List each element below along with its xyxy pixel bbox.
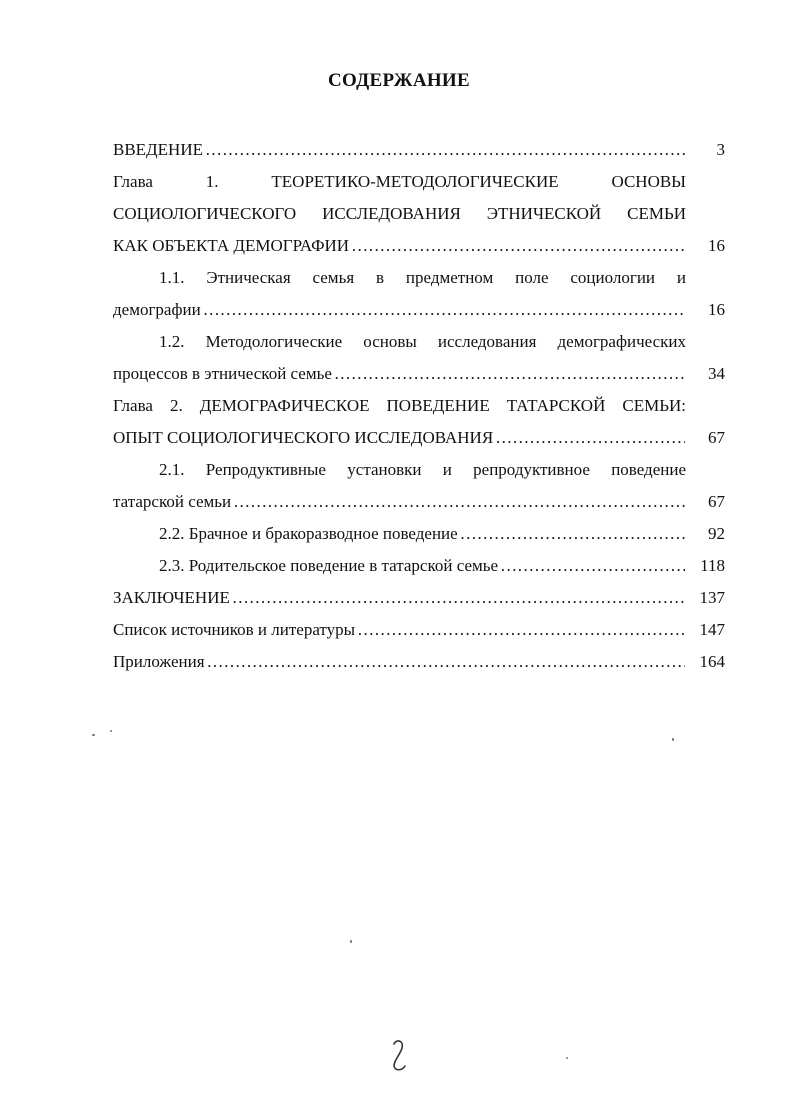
table-of-contents bbox=[113, 134, 725, 678]
leader-dots bbox=[205, 134, 685, 166]
toc-page-number: 118 bbox=[700, 556, 725, 575]
toc-page-number: 3 bbox=[716, 140, 725, 159]
leader-dots bbox=[233, 486, 685, 518]
toc-page-number: 34 bbox=[708, 364, 725, 383]
section-2-1-line-1: 2.1. Репродуктивные установки и репродуктивное поведение bbox=[159, 460, 686, 479]
section-1-1-line-1: 1.1. Этническая семья в предметном поле социологии и bbox=[159, 268, 686, 287]
chapter-1-word: Глава bbox=[113, 172, 153, 191]
leader-dots bbox=[357, 614, 685, 646]
page-title: СОДЕРЖАНИЕ bbox=[328, 70, 470, 91]
toc-entry-label: ВВЕДЕНИЕ bbox=[113, 140, 203, 159]
toc-entry-intro bbox=[113, 134, 725, 166]
toc-chapter-1-line-1 bbox=[113, 166, 725, 198]
leader-dots bbox=[334, 358, 685, 390]
scan-speck bbox=[672, 738, 674, 741]
chapter-1-word: ОСНОВЫ bbox=[611, 172, 687, 191]
toc-entry-section-1-2: 1.2. Методологические основы исследования демографических процессов в этнической семье ……………………………………………………………………………………………………………………………………………………… 34 bbox=[113, 326, 725, 390]
leader-dots bbox=[232, 582, 685, 614]
toc-page-number: 147 bbox=[699, 620, 725, 639]
chapter-1-word: ТЕОРЕТИКО-МЕТОДОЛОГИЧЕСКИЕ bbox=[271, 172, 559, 191]
chapter-1-number: 1. bbox=[205, 172, 219, 191]
leader-dots bbox=[500, 550, 685, 582]
toc-entry-appendix: Приложения ……………………………………………………………………………………………………………………………………………………… 164 bbox=[113, 646, 725, 678]
toc-page-number: 16 bbox=[708, 300, 725, 319]
toc-entry-section-2-2: 2.2. Брачное и бракоразводное поведение ……………………………………………………………………………………………………………………………………………………… 92 bbox=[113, 518, 725, 550]
leader-dots bbox=[351, 230, 685, 262]
toc-entry-conclusion: ЗАКЛЮЧЕНИЕ ……………………………………………………………………………………………………………………………………………………… 137 bbox=[113, 582, 725, 614]
chapter-2-line-1: Глава 2. ДЕМОГРАФИЧЕСКОЕ ПОВЕДЕНИЕ ТАТАРСКОЙ СЕМЬИ: bbox=[113, 396, 686, 415]
toc-entry-chapter-2: Глава 2. ДЕМОГРАФИЧЕСКОЕ ПОВЕДЕНИЕ ТАТАРСКОЙ СЕМЬИ: ОПЫТ СОЦИОЛОГИЧЕСКОГО ИССЛЕДОВАНИЯ ……………………………………………………………………………………………………………………………………………………… 67 bbox=[113, 390, 725, 454]
leader-dots bbox=[203, 294, 685, 326]
toc-page-number: 67 bbox=[708, 428, 725, 447]
toc-entry-chapter-1 bbox=[113, 166, 725, 262]
scan-speck bbox=[110, 730, 112, 732]
toc-page-number: 67 bbox=[708, 492, 725, 511]
toc-entry-section-2-1: 2.1. Репродуктивные установки и репродуктивное поведение татарской семьи ……………………………………………………………………………………………………………………………………………………… 67 bbox=[113, 454, 725, 518]
toc-page-number: 137 bbox=[699, 588, 725, 607]
toc-page-number: 16 bbox=[708, 236, 725, 255]
toc-entry-section-2-3: 2.3. Родительское поведение в татарской семье ……………………………………………………………………………………………………………………………………………………… 118 bbox=[113, 550, 725, 582]
leader-dots bbox=[495, 422, 685, 454]
toc-page-number: 164 bbox=[699, 652, 725, 671]
toc-page-number: 92 bbox=[708, 524, 725, 543]
toc-chapter-1-line-2: СОЦИОЛОГИЧЕСКОГО ИССЛЕДОВАНИЯ ЭТНИЧЕСКОЙ СЕМЬИ bbox=[113, 204, 686, 223]
leader-dots bbox=[460, 518, 685, 550]
leader-dots bbox=[207, 646, 685, 678]
toc-entry-sources: Список источников и литературы ……………………………………………………………………………………………………………………………………………………… 147 bbox=[113, 614, 725, 646]
scan-speck bbox=[92, 734, 95, 736]
handwritten-mark-icon bbox=[388, 1038, 410, 1074]
toc-entry-section-1-1: 1.1. Этническая семья в предметном поле социологии и демографии ……………………………………………………………………………………………………………………………………………………… 16 bbox=[113, 262, 725, 326]
section-1-2-line-1: 1.2. Методологические основы исследования демографических bbox=[159, 332, 686, 351]
toc-chapter-1-line-3: КАК ОБЪЕКТА ДЕМОГРАФИИ ……………………………………………………………………………………………………………………………………………………… 16 bbox=[113, 230, 725, 262]
scan-speck bbox=[566, 1057, 568, 1059]
scan-speck bbox=[350, 940, 352, 943]
